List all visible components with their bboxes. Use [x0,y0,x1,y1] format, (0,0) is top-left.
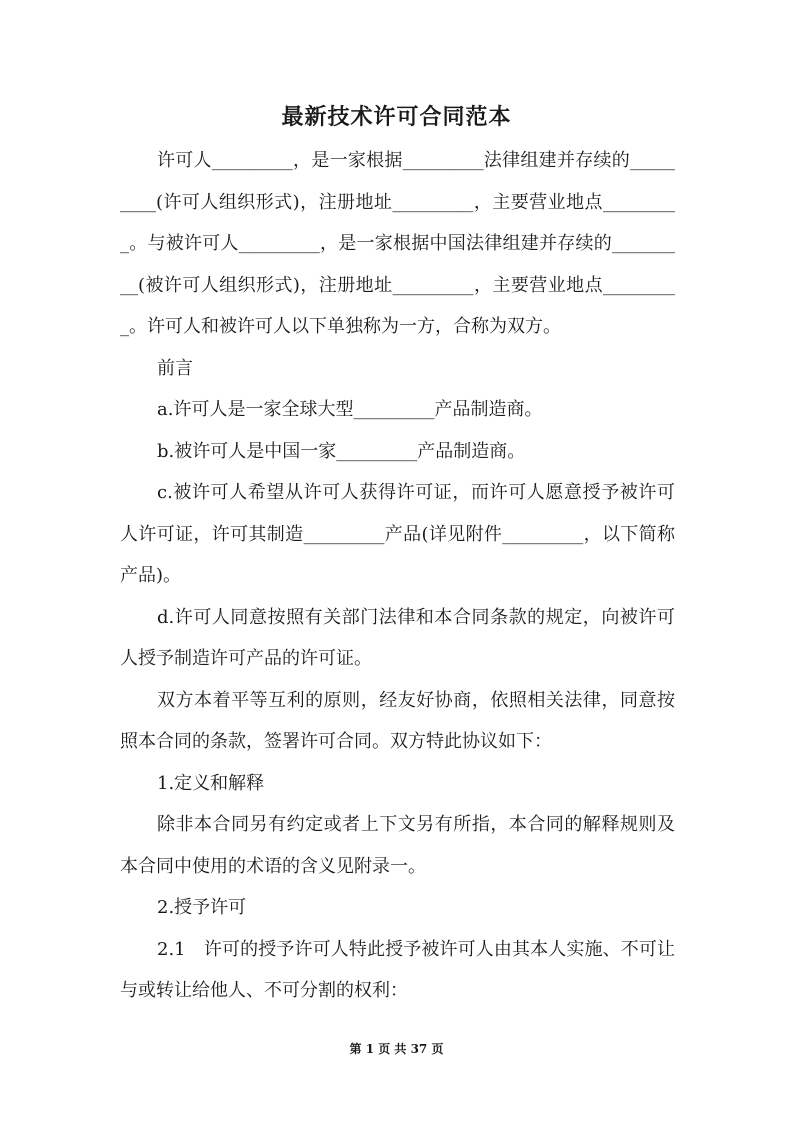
document-title: 最新技术许可合同范本 [281,104,512,130]
section-2-heading: 2.授予许可 [157,897,247,918]
paragraph-agreement: 双方本着平等互利的原则，经友好协商，依照相关法律，同意按照本合同的条款，签署许可合同。双方特此协议如下： [120,689,675,752]
paragraph-preface-a: a.许可人是一家全球大型_________产品制造商。 [157,399,543,420]
section-2-1-body: 2.1 许可的授予许可人特此授予被许可人由其本人实施、不可让与或转让给他人、不可分割的权利： [120,938,675,1001]
paragraph-preface-d: d.许可人同意按照有关部门法律和本合同条款的规定，向被许可人授予制造许可产品的许可证。 [120,606,675,669]
document-body [120,140,675,1012]
section-1-heading: 1.定义和解释 [157,772,265,794]
paragraph-preface-heading: 前言 [157,357,193,379]
paragraph-preface-c: c.被许可人希望从许可人获得许可证，而许可人愿意授予被许可人许可证，许可其制造_________产品(详见附件_________，以下简称产品)。 [120,482,675,586]
paragraph-parties: 许可人_________，是一家根据_________法律组建并存续的_________(许可人组织形式)，注册地址_________，主要营业地点_________。与被许可人_________，是一家根据中国法律组建并存续的_________(被许可人组织形式)，注册地址_________，主要营业地点_________。许可人和被许可人以下单独称为一方，合称为双方。 [120,150,675,337]
page-number-footer: 第 1 页 共 37 页 [349,1042,444,1056]
paragraph-preface-b: b.被许可人是中国一家_________产品制造商。 [157,440,526,462]
section-1-body: 除非本合同另有约定或者上下文另有所指，本合同的解释规则及本合同中使用的术语的含义见附录一。 [120,814,675,877]
